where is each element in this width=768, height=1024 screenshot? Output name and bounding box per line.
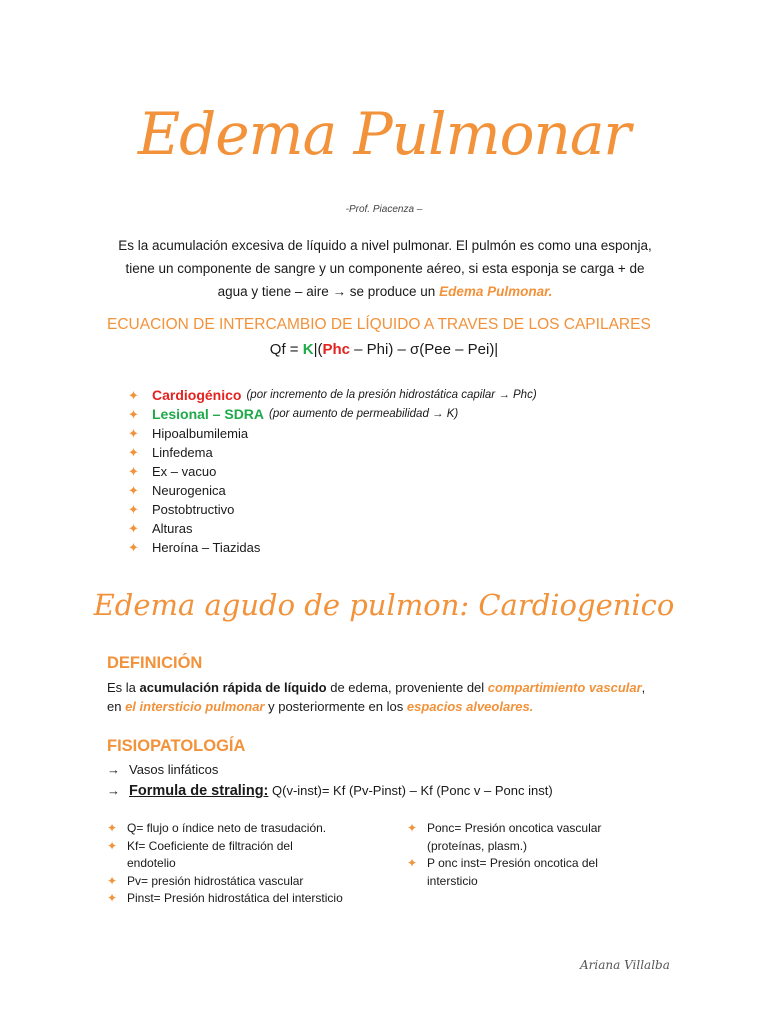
document-title: Edema Pulmonar	[137, 100, 631, 168]
star-bullet-icon: ✦	[128, 502, 139, 517]
list-item	[107, 873, 372, 891]
star-bullet-icon: ✦	[107, 838, 118, 853]
list-item	[128, 386, 537, 405]
fisio-line-2	[107, 783, 553, 799]
text-run: en	[107, 699, 126, 714]
definicion-heading: DEFINICIÓN	[107, 654, 203, 672]
definicion-paragraph	[107, 678, 677, 716]
star-bullet-icon: ✦	[107, 891, 118, 905]
eq-start: Qf =	[269, 341, 303, 358]
text-run: y posteriormente en los	[264, 699, 407, 714]
definicion-line-2	[107, 697, 677, 716]
definitions-right-list	[407, 820, 632, 890]
intro-line-3-mid: se produce un	[349, 284, 436, 299]
star-bullet-icon: ✦	[107, 873, 118, 888]
list-item	[128, 481, 537, 500]
list-item	[128, 500, 537, 519]
star-bullet-icon: ✦	[128, 426, 139, 441]
causes-list	[128, 386, 537, 557]
eq-rest: – Phi) – σ(Pee – Pei)|	[349, 341, 499, 358]
eq-bar: |(	[313, 341, 323, 358]
cause-label: Postobtructivo	[152, 502, 235, 517]
eq-k: K	[302, 341, 314, 358]
eq-phc: Phc	[322, 341, 350, 358]
intro-highlight: Edema Pulmonar.	[439, 284, 553, 299]
highlight-run: compartimiento vascular	[487, 680, 642, 695]
list-item	[128, 538, 537, 557]
star-bullet-icon: ✦	[407, 821, 418, 835]
fisio-text: Vasos linfáticos	[129, 762, 219, 777]
intro-line-1: Es la acumulación excesiva de líquido a nivel pulmonar. El pulmón es como una esponja,	[118, 238, 652, 253]
cause-note: (por aumento de permeabilidad → K)	[269, 408, 459, 420]
intro-paragraph	[90, 234, 680, 303]
arrow-icon: →	[107, 783, 120, 798]
fisio-line-1	[107, 762, 218, 777]
equation-heading: ECUACION DE INTERCAMBIO DE LÍQUIDO A TRAVES DE LOS CAPILARES	[107, 316, 651, 333]
definition-text: Q= flujo o índice neto de trasudación.	[127, 821, 327, 835]
text-run: Es la	[107, 680, 140, 695]
star-bullet-icon: ✦	[128, 445, 139, 460]
star-bullet-icon: ✦	[407, 856, 418, 870]
bold-run: acumulación rápida de líquido	[139, 680, 327, 695]
definition-text: Ponc= Presión oncotica vascular (proteínas, plasm.)	[427, 821, 602, 853]
definition-text: Pinst= Presión hidrostática del intersticio	[127, 891, 343, 905]
cause-label: Lesional – SDRA	[152, 406, 265, 422]
cause-label: Ex – vacuo	[152, 464, 217, 479]
arrow-icon: →	[107, 762, 120, 777]
author-line: -Prof. Piacenza –	[345, 204, 423, 215]
cause-label: Hipoalbumilemia	[152, 426, 249, 441]
intro-line-3-start: agua y tiene – aire	[217, 284, 329, 299]
cause-label: Alturas	[152, 521, 193, 536]
star-bullet-icon: ✦	[128, 388, 139, 403]
section-subtitle: Edema agudo de pulmon: Cardiogenico	[93, 588, 675, 622]
definition-text: Pv= presión hidrostática vascular	[127, 873, 304, 888]
list-item	[107, 838, 372, 873]
list-item	[407, 820, 632, 855]
list-item	[128, 424, 537, 443]
star-bullet-icon: ✦	[128, 464, 139, 479]
star-bullet-icon: ✦	[128, 521, 139, 536]
signature: Ariana Villalba	[580, 958, 670, 972]
cause-label: Heroína – Tiazidas	[152, 540, 261, 555]
definition-text: Kf= Coeficiente de filtración del endotelio	[127, 838, 293, 870]
text-run: de edema, proveniente del	[326, 680, 488, 695]
arrow-icon: →	[332, 284, 346, 299]
fisiopatologia-heading: FISIOPATOLOGÍA	[107, 737, 246, 755]
formula-text: Q(v-inst)= Kf (Pv-Pinst) – Kf (Ponc v – Ponc inst)	[272, 783, 553, 798]
text-run: ,	[641, 680, 646, 695]
star-bullet-icon: ✦	[128, 483, 139, 498]
definitions-left-list	[107, 820, 372, 908]
list-item	[128, 405, 537, 424]
star-bullet-icon: ✦	[128, 407, 139, 422]
highlight-run: espacios alveolares.	[406, 699, 534, 714]
cause-note: (por incremento de la presión hidrostática capilar → Phc)	[246, 389, 537, 401]
list-item	[107, 890, 372, 908]
star-bullet-icon: ✦	[107, 821, 118, 835]
intro-line-3	[90, 280, 680, 303]
definition-text: P onc inst= Presión oncotica del intersticio	[427, 856, 598, 888]
formula-label: Formula de straling:	[129, 783, 269, 799]
highlight-run: el intersticio pulmonar	[125, 699, 265, 714]
list-item	[128, 462, 537, 481]
starling-equation	[0, 341, 768, 358]
list-item	[128, 443, 537, 462]
intro-line-2: tiene un componente de sangre y un componente aéreo, si esta esponja se carga + de	[125, 261, 645, 276]
star-bullet-icon: ✦	[128, 540, 139, 555]
definicion-line-1	[107, 678, 677, 697]
cause-label: Cardiogénico	[152, 387, 242, 403]
list-item	[407, 855, 632, 890]
cause-label: Neurogenica	[152, 483, 226, 498]
list-item	[107, 820, 372, 838]
list-item	[128, 519, 537, 538]
cause-label: Linfedema	[152, 445, 213, 460]
